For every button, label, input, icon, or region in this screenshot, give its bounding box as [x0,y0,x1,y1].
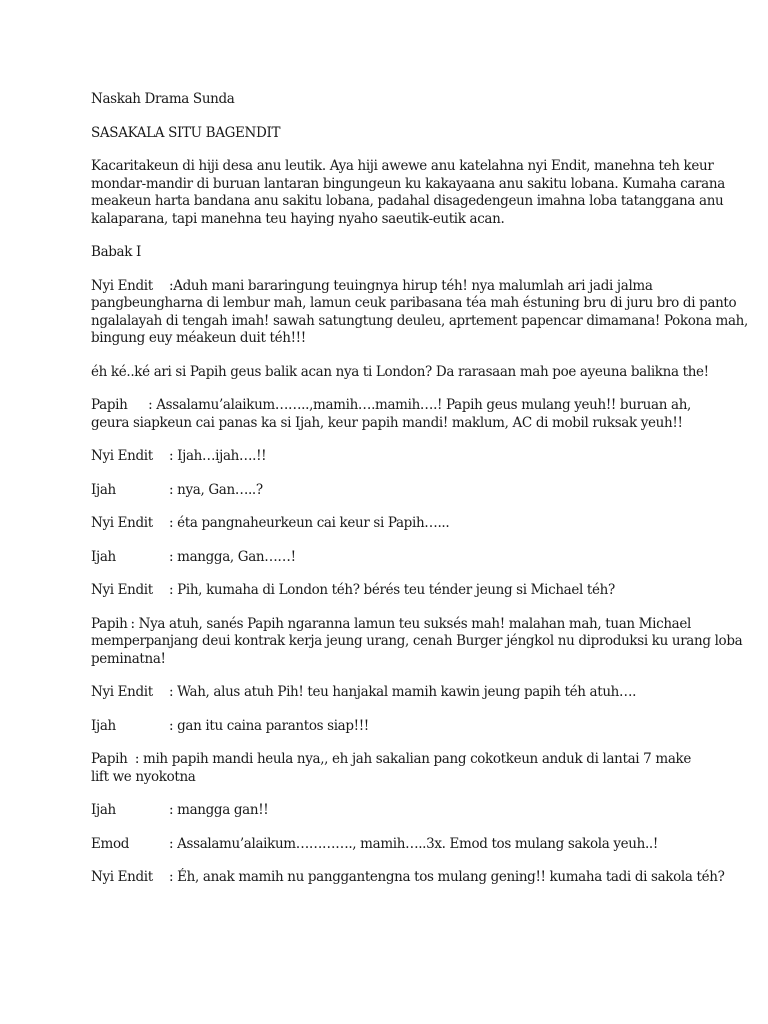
dialogue-line [91,515,691,533]
dialogue-text: : gan itu caina parantos siap!!! [169,717,369,734]
dialogue-text: : Pih, kumaha di London téh? bérés teu ténder jeung si Michael téh? [169,582,615,598]
speaker-name: Ijah [91,802,116,818]
dialogue-block [91,615,743,669]
dialogue-continuation: bingung euy méakeun duit téh!!! [91,330,306,346]
dialogue-continuation: pangbeungharna di lembur mah, lamun ceuk paribasana téa mah éstuning bru di juru bro di panto [91,295,737,311]
intro-line: mondar-mandir di buruan lantaran bingungeun ku kakayaana anu sakitu lobana. Kumaha carana [91,175,725,192]
dialogue-continuation: peminatna! [91,650,166,667]
dialogue-line [91,448,691,466]
document-page [91,91,748,903]
dialogue-continuation: ngalalayah di tengah imah! sawah satungtung deuleu, aprtement papencar dimamana! Pokona mah, [91,312,748,329]
speaker-name: Nyi Endit [91,277,153,294]
dialogue-text: : mih papih mandi heula nya,, eh jah sakalian pang cokotkeun anduk di lantai 7 make [134,751,691,767]
dialogue-text: : nya, Gan…..? [169,481,263,498]
babak-heading: Babak I [91,244,142,260]
speaker-name: Ijah [91,548,116,565]
document-subtitle: SASAKALA SITU BAGENDIT [91,124,281,141]
dialogue-continuation: lift we nyokotna [91,768,196,785]
dialogue-line [91,718,691,736]
speaker-name: Nyi Endit [91,448,153,464]
monolog-line: éh ké..ké ari si Papih geus balik acan nya ti London? Da rarasaan mah poe ayeuna balikna the! [91,363,709,380]
dialogue-line [91,582,691,600]
dialogue-continuation: memperpanjang deui kontrak kerja jeung urang, cenah Burger jéngkol nu diproduksi ku urang loba [91,633,743,649]
intro-line: Kacaritakeun di hiji desa anu leutik. Aya hiji awewe anu katelahna nyi Endit, manehna teh keur [91,158,714,174]
dialogue-line [91,549,691,567]
speaker-name: Nyi Endit [91,515,153,531]
dialogue-line [91,684,691,702]
dialogue-line [91,869,725,887]
dialogue-text: : mangga gan!! [169,802,269,818]
dialogue-line [91,482,691,500]
dialogue-continuation: geura siapkeun cai panas ka si Ijah, keur papih mandi! maklum, AC di mobil ruksak yeuh!! [91,414,683,431]
dialogue-block [91,751,691,786]
dialogue-block [91,397,691,432]
speaker-name: Emod [91,835,130,852]
dialogue-text: : Ijah…ijah….!! [169,448,267,464]
dialogue-line [91,836,691,854]
dialogue-text: : Éh, anak mamih nu panggantengna tos mulang gening!! kumaha tadi di sakola téh? [169,869,725,885]
speaker-name: Papih [91,397,128,413]
speaker-name: Papih [91,751,128,767]
intro-paragraph [91,158,725,228]
dialogue-text: : éta pangnaheurkeun cai keur si Papih…... [169,515,450,531]
speaker-name: Nyi Endit [91,869,153,885]
intro-line: meakeun harta bandana anu sakitu lobana, padahal disagedengeun imahna loba tatanggana anu [91,193,724,209]
speaker-name: Papih [91,615,128,632]
dialogue-text: :Aduh mani bararingung teuingnya hirup téh! nya malumlah ari jadi jalma [169,277,653,294]
document-title: Naskah Drama Sunda [91,91,235,107]
dialogue-text: : Wah, alus atuh Pih! teu hanjakal mamih kawin jeung papih téh atuh…. [169,684,637,700]
speaker-name: Ijah [91,717,116,734]
dialogue-text: : Assalamu’alaikum…………., mamih…..3x. Emod tos mulang sakola yeuh..! [169,835,658,852]
speaker-name: Nyi Endit [91,684,153,700]
dialogue-block [91,277,748,348]
dialogue-text: : mangga, Gan……! [169,548,296,565]
dialogue-line [91,802,691,820]
intro-line: kalaparana, tapi manehna teu haying nyaho saeutik-eutik acan. [91,210,505,227]
dialogue-text: : Nya atuh, sanés Papih ngaranna lamun teu suksés mah! malahan mah, tuan Michael [130,615,691,632]
dialogue-text: : Assalamu’alaikum……..,mamih….mamih….! Papih geus mulang yeuh!! buruan ah, [148,397,691,413]
speaker-name: Ijah [91,481,116,498]
speaker-name: Nyi Endit [91,582,153,598]
